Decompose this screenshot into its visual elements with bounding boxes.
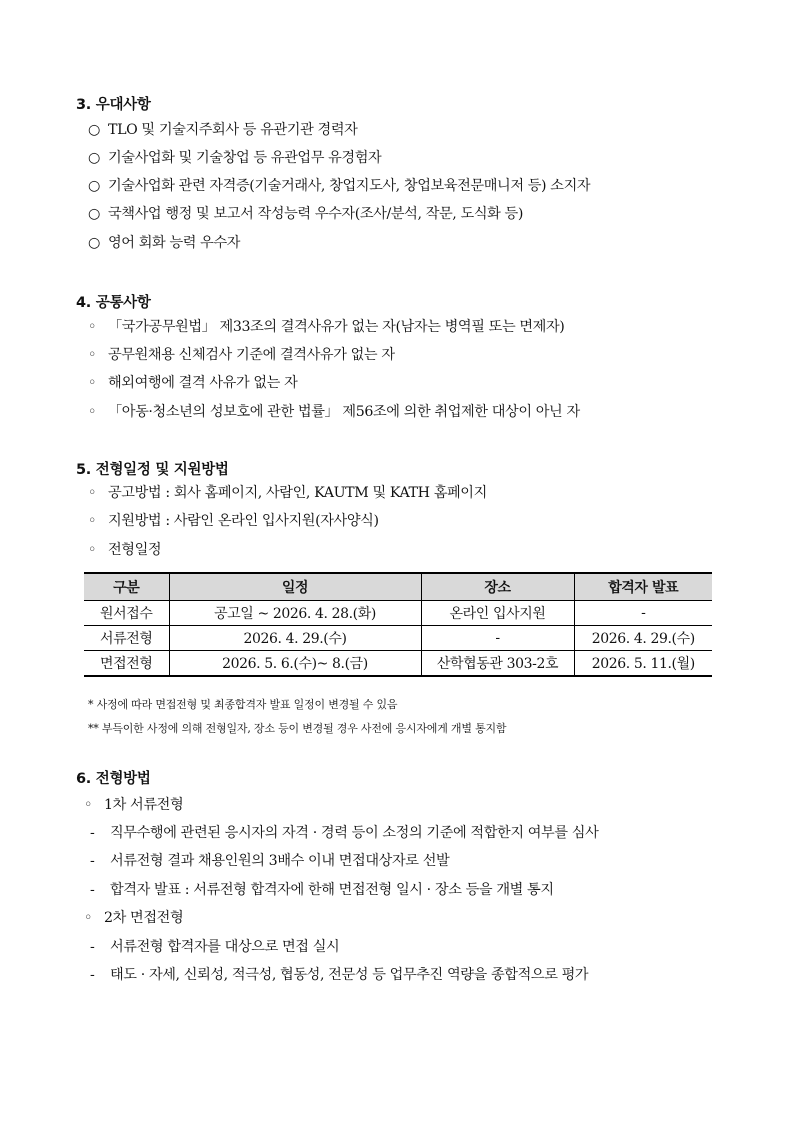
bullet-small-circle: ◦: [88, 319, 96, 335]
section-4-title: 4. 공통사항: [76, 295, 151, 311]
table-header: 합격자 발표: [574, 573, 712, 601]
item-text: 전형일정: [108, 542, 162, 558]
sec3-item-1: [88, 121, 357, 139]
stage-1-title: [84, 796, 183, 814]
table-cell: 2026. 5. 6.(수)~ 8.(금): [169, 651, 421, 677]
table-header: 구분: [84, 573, 169, 601]
sec4-item-3: [88, 374, 297, 392]
sec4-item-2: [88, 346, 395, 364]
table-row: [84, 626, 712, 651]
table-cell: 산학협동관 303-2호: [421, 651, 574, 677]
item-text: 서류전형 결과 채용인원의 3배수 이내 면접대상자로 선발: [110, 853, 450, 869]
bullet-circle: ○: [88, 150, 100, 166]
bullet-small-circle: ◦: [88, 347, 96, 363]
table-cell: 면접전형: [84, 651, 169, 677]
stage-2-title: [84, 909, 183, 927]
sec5-item-3: [88, 541, 161, 559]
stage2-item-2: [90, 966, 588, 984]
item-text: 해외여행에 결격 사유가 없는 자: [108, 375, 298, 391]
dash-marker: -: [90, 882, 95, 898]
item-text: 공고방법 : 회사 홈페이지, 사람인, KAUTM 및 KATH 홈페이지: [108, 485, 487, 501]
dash-marker: -: [90, 967, 95, 983]
item-text: 공무원채용 신체검사 기준에 결격사유가 없는 자: [108, 347, 395, 363]
sec4-item-1: [88, 318, 564, 336]
bullet-small-circle: ◦: [88, 513, 96, 529]
table-row: [84, 651, 712, 677]
item-text: 태도 · 자세, 신뢰성, 적극성, 협동성, 전문성 등 업무추진 역량을 종합적으로 평가: [110, 967, 589, 983]
table-header: 장소: [421, 573, 574, 601]
stage1-item-1: [90, 824, 598, 842]
item-text: 서류전형 합격자를 대상으로 면접 실시: [110, 939, 340, 955]
schedule-note-2: ** 부득이한 사정에 의해 전형일자, 장소 등이 변경될 경우 사전에 응시자에게 개별 통지함: [88, 722, 507, 735]
table-header: 일정: [169, 573, 421, 601]
bullet-circle: ○: [88, 178, 100, 194]
item-text: 「아동·청소년의 성보호에 관한 법률」 제56조에 의한 취업제한 대상이 아닌 자: [108, 404, 580, 420]
sec3-item-2: [88, 149, 381, 167]
table-cell: 온라인 입사지원: [421, 601, 574, 626]
item-text: 지원방법 : 사람인 온라인 입사지원(자사양식): [108, 513, 379, 529]
item-text: 기술사업화 및 기술창업 등 유관업무 유경험자: [108, 150, 382, 166]
bullet-small-circle: ◦: [84, 910, 92, 926]
dash-marker: -: [90, 825, 95, 841]
section-6-title: 6. 전형방법: [76, 771, 151, 787]
bullet-circle: ○: [88, 206, 100, 222]
sec5-item-1: [88, 484, 487, 502]
bullet-small-circle: ◦: [88, 542, 96, 558]
table-cell: 2026. 4. 29.(수): [169, 626, 421, 651]
item-text: 국책사업 행정 및 보고서 작성능력 우수자(조사/분석, 작문, 도식화 등): [108, 206, 523, 222]
stage1-item-3: [90, 881, 554, 899]
table-cell: 서류전형: [84, 626, 169, 651]
table-cell: -: [421, 626, 574, 651]
table-header-row: [84, 573, 712, 601]
bullet-circle: ○: [88, 122, 100, 138]
bullet-small-circle: ◦: [88, 375, 96, 391]
item-text: 영어 회화 능력 우수자: [108, 235, 241, 251]
table-cell: 2026. 5. 11.(월): [574, 651, 712, 677]
sec3-item-4: [88, 205, 523, 223]
bullet-small-circle: ◦: [84, 797, 92, 813]
item-text: 2차 면접전형: [104, 910, 184, 926]
item-text: 「국가공무원법」 제33조의 결격사유가 없는 자(남자는 병역필 또는 면제자): [108, 319, 565, 335]
section-3-title: 3. 우대사항: [76, 97, 151, 113]
table-cell: -: [574, 601, 712, 626]
item-text: TLO 및 기술지주회사 등 유관기관 경력자: [108, 122, 358, 138]
sec4-item-4: [88, 403, 580, 421]
stage1-item-2: [90, 852, 449, 870]
bullet-circle: ○: [88, 235, 100, 251]
item-text: 1차 서류전형: [104, 797, 184, 813]
bullet-small-circle: ◦: [88, 485, 96, 501]
schedule-table: [84, 572, 712, 677]
section-5-title: 5. 전형일정 및 지원방법: [76, 462, 229, 478]
schedule-note-1: * 사정에 따라 면접전형 및 최종합격자 발표 일정이 변경될 수 있음: [88, 698, 398, 711]
dash-marker: -: [90, 939, 95, 955]
item-text: 직무수행에 관련된 응시자의 자격 · 경력 등이 소정의 기준에 적합한지 여부를 심사: [110, 825, 599, 841]
table-cell: 공고일 ~ 2026. 4. 28.(화): [169, 601, 421, 626]
bullet-small-circle: ◦: [88, 404, 96, 420]
table-cell: 원서접수: [84, 601, 169, 626]
sec3-item-5: [88, 234, 240, 252]
sec3-item-3: [88, 177, 590, 195]
item-text: 합격자 발표 : 서류전형 합격자에 한해 면접전형 일시 · 장소 등을 개별 통지: [110, 882, 554, 898]
sec5-item-2: [88, 512, 379, 530]
item-text: 기술사업화 관련 자격증(기술거래사, 창업지도사, 창업보육전문매니저 등) 소지자: [108, 178, 591, 194]
table-row: [84, 601, 712, 626]
stage2-item-1: [90, 938, 339, 956]
table-cell: 2026. 4. 29.(수): [574, 626, 712, 651]
dash-marker: -: [90, 853, 95, 869]
